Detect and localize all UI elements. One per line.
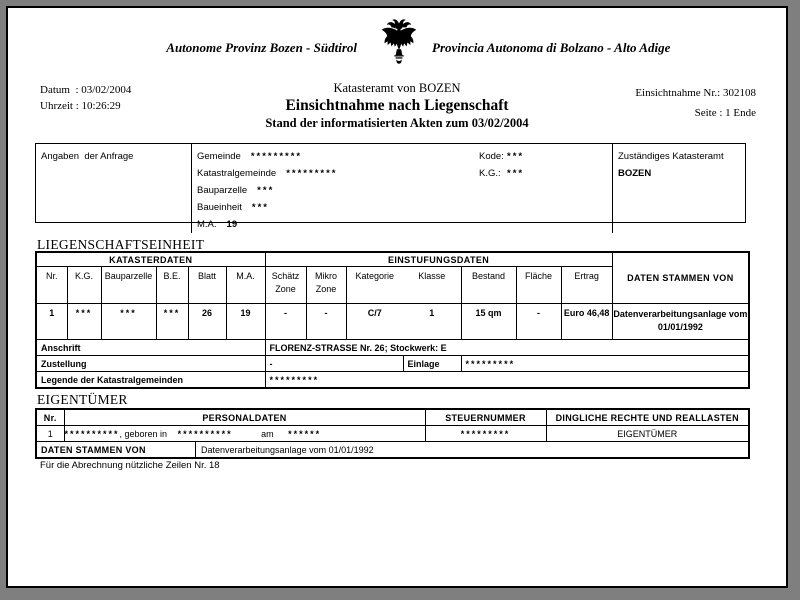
col-personaldaten: PERSONALDATEN bbox=[64, 409, 425, 426]
owner-footer-row bbox=[36, 442, 749, 459]
daten-stammen-label: DATEN STAMMEN VON bbox=[37, 442, 196, 457]
field-kode bbox=[479, 148, 524, 165]
col-schaetz-zone bbox=[265, 267, 306, 304]
cell-kg: *** bbox=[67, 304, 101, 340]
col-dingliche-rechte: DINGLICHE RECHTE UND REALLASTEN bbox=[546, 409, 749, 426]
col-ertrag: Ertrag bbox=[561, 267, 612, 304]
owner-data-row bbox=[36, 426, 749, 442]
field-value: 19 bbox=[226, 219, 238, 230]
legende-value: ********* bbox=[265, 372, 749, 389]
datum-line: Datum : 03/02/2004 bbox=[40, 84, 132, 96]
cell-flaeche: - bbox=[516, 304, 561, 340]
einlage-label: Einlage bbox=[403, 356, 461, 372]
field-label: Baueinheit bbox=[197, 202, 242, 213]
legende-label: Legende der Katastralgemeinden bbox=[36, 372, 265, 389]
eigentuemer-heading: EIGENTÜMER bbox=[37, 392, 128, 407]
office-value: BOZEN bbox=[618, 168, 652, 179]
col-ma: M.A. bbox=[226, 267, 265, 304]
daten-stammen-value: Datenverarbeitungsanlage vom 01/01/1992 bbox=[201, 444, 374, 455]
property-data-row bbox=[36, 304, 749, 340]
field-label: Bauparzelle bbox=[197, 185, 248, 196]
col-mikro-zone bbox=[306, 267, 346, 304]
report-number-block bbox=[635, 83, 756, 123]
field-value: ********* bbox=[286, 168, 338, 179]
field-baueinheit bbox=[197, 199, 607, 216]
col-nr: Nr. bbox=[36, 267, 67, 304]
anschrift-value: FLORENZ-STRASSE Nr. 26; Stockwerk: E bbox=[265, 340, 749, 356]
field-value: *** bbox=[257, 185, 275, 196]
owner-steuernummer: ********* bbox=[425, 426, 546, 442]
province-title-german: Autonome Provinz Bozen - Südtirol bbox=[166, 40, 357, 55]
col-owner-nr: Nr. bbox=[36, 409, 64, 426]
page-number: Seite : 1 Ende bbox=[694, 107, 756, 119]
province-title-italian: Provincia Autonoma di Bolzano - Alto Adige bbox=[432, 40, 671, 55]
owner-header-row bbox=[36, 409, 749, 426]
col-flaeche: Fläche bbox=[516, 267, 561, 304]
owner-name: ********** bbox=[64, 428, 120, 439]
document-page bbox=[6, 6, 788, 588]
cell-daten-stammen: Datenverarbeitungsanlage vom 01/01/1992 bbox=[612, 304, 749, 340]
col-daten-stammen-von: DATEN STAMMEN VON bbox=[612, 252, 749, 304]
col-kg: K.G. bbox=[67, 267, 101, 304]
liegenschaft-table bbox=[35, 251, 750, 389]
einlage-value: ********* bbox=[461, 356, 749, 372]
col-kategorie: Kategorie bbox=[346, 267, 403, 304]
request-fields bbox=[191, 144, 612, 233]
cell-be: *** bbox=[156, 304, 188, 340]
owner-rechte: EIGENTÜMER bbox=[546, 426, 749, 442]
col-be: B.E. bbox=[156, 267, 188, 304]
col-mikro-line2: Zone bbox=[315, 284, 337, 294]
page-title: Einsichtnahme nach Liegenschaft bbox=[285, 97, 509, 114]
field-bauparzelle bbox=[197, 182, 607, 199]
owner-birthplace: ********** bbox=[177, 428, 233, 439]
owner-footer-cell bbox=[36, 442, 749, 459]
anschrift-row bbox=[36, 340, 749, 356]
legende-row bbox=[36, 372, 749, 389]
office-label: Zuständiges Katasteramt bbox=[618, 151, 724, 162]
owner-personaldaten bbox=[64, 426, 425, 442]
uhrzeit-line: Uhrzeit : 10:26:29 bbox=[40, 100, 121, 112]
cell-ertrag: Euro 46,48 bbox=[561, 304, 612, 340]
request-data-box bbox=[35, 143, 746, 230]
zustellung-row bbox=[36, 356, 749, 372]
field-value: *** bbox=[251, 202, 269, 213]
cell-ma: 19 bbox=[226, 304, 265, 340]
am-label: am bbox=[261, 428, 274, 439]
col-bauparzelle: Bauparzelle bbox=[101, 267, 156, 304]
col-schaetz-line1: Schätz bbox=[271, 271, 300, 281]
zustellung-label: Zustellung bbox=[36, 356, 265, 372]
field-katastralgemeinde bbox=[197, 165, 607, 182]
col-klasse: Klasse bbox=[403, 267, 461, 304]
col-blatt: Blatt bbox=[188, 267, 226, 304]
field-label: M.A. bbox=[197, 219, 217, 230]
einsichtnahme-number: Einsichtnahme Nr.: 302108 bbox=[635, 87, 756, 99]
cell-blatt: 26 bbox=[188, 304, 226, 340]
col-steuernummer: STEUERNUMMER bbox=[425, 409, 546, 426]
cell-bestand: 15 qm bbox=[461, 304, 516, 340]
col-schaetz-line2: Zone bbox=[275, 284, 296, 294]
field-gemeinde bbox=[197, 148, 607, 165]
field-label: K.G.: bbox=[479, 168, 501, 179]
field-ma bbox=[197, 216, 607, 233]
group-header-row bbox=[36, 252, 749, 267]
geboren-in-label: , geboren in bbox=[119, 428, 168, 439]
owner-birthdate: ****** bbox=[288, 428, 322, 439]
request-box-label: Angaben der Anfrage bbox=[41, 151, 134, 162]
group-katasterdaten: KATASTERDATEN bbox=[36, 252, 265, 267]
footnote: Für die Abrechnung nützliche Zeilen Nr. 18 bbox=[40, 460, 220, 471]
zustellung-value: - bbox=[265, 356, 403, 372]
field-value: *** bbox=[507, 151, 525, 162]
liegenschaft-heading: LIEGENSCHAFTSEINHEIT bbox=[37, 237, 205, 252]
col-bestand: Bestand bbox=[461, 267, 516, 304]
eigentuemer-table bbox=[35, 408, 750, 459]
office-line: Katasteramt von BOZEN bbox=[333, 81, 461, 95]
anschrift-label: Anschrift bbox=[36, 340, 265, 356]
code-fields bbox=[479, 148, 524, 182]
tyrol-eagle-icon bbox=[380, 16, 418, 69]
field-value: *** bbox=[507, 168, 525, 179]
cell-schaetz-zone: - bbox=[265, 304, 306, 340]
cell-klasse: 1 bbox=[403, 304, 461, 340]
group-einstufungsdaten: EINSTUFUNGSDATEN bbox=[265, 252, 612, 267]
report-subtitle: Stand der informatisierten Akten zum 03/02/2004 bbox=[265, 116, 529, 130]
owner-nr: 1 bbox=[36, 426, 64, 442]
cell-kategorie: C/7 bbox=[346, 304, 403, 340]
cell-nr: 1 bbox=[36, 304, 67, 340]
cell-bauparzelle: *** bbox=[101, 304, 156, 340]
field-label: Katastralgemeinde bbox=[197, 168, 277, 179]
field-kg bbox=[479, 165, 524, 182]
field-value: ********* bbox=[250, 151, 303, 162]
cell-mikro-zone: - bbox=[306, 304, 346, 340]
responsible-office bbox=[612, 144, 745, 233]
field-label: Kode: bbox=[479, 151, 504, 162]
col-mikro-line1: Mikro bbox=[315, 271, 338, 281]
field-label: Gemeinde bbox=[197, 151, 241, 162]
